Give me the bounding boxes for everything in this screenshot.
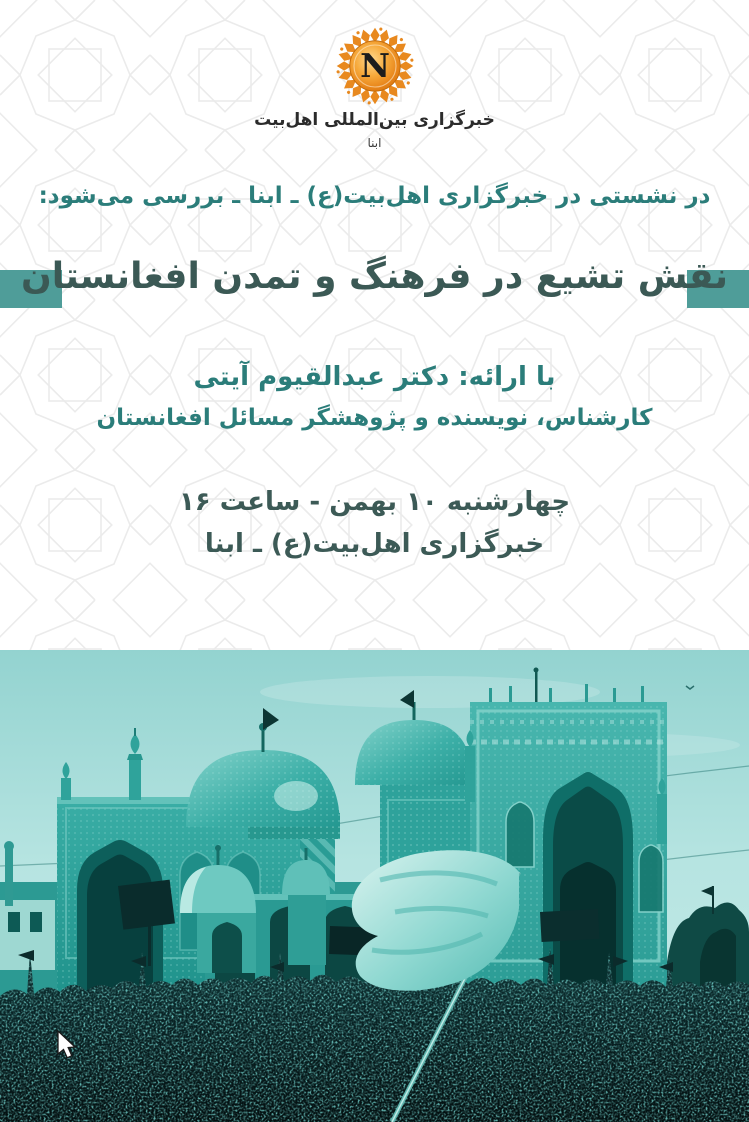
sunburst-n-emblem-icon <box>333 24 417 108</box>
agency-logo-block <box>0 24 749 150</box>
abna-wordmark: ابنا <box>367 136 382 150</box>
presenter-description: کارشناس، نویسنده و پژوهشگر مسائل افغانستان <box>96 405 653 431</box>
venue-line: خبرگزاری اهل‌بیت(ع) ـ ابنا <box>204 529 545 559</box>
kicker-line: در نشستی در خبرگزاری اهل‌بیت(ع) ـ ابنا ـ بررسی می‌شود: <box>38 183 711 209</box>
mosque-crowd-photo <box>0 650 749 1122</box>
schedule-line: چهارشنبه ۱۰ بهمن - ساعت ۱۶ <box>178 487 571 517</box>
presenter-line: با ارائه: دکتر عبدالقیوم آیتی <box>193 362 556 392</box>
event-title: نقش تشیع در فرهنگ و تمدن افغانستان <box>20 256 729 297</box>
emblem-letter: N <box>359 46 390 86</box>
agency-name-calligraphy: خبرگزاری بین‌المللی اهل‌بیت <box>254 110 495 130</box>
